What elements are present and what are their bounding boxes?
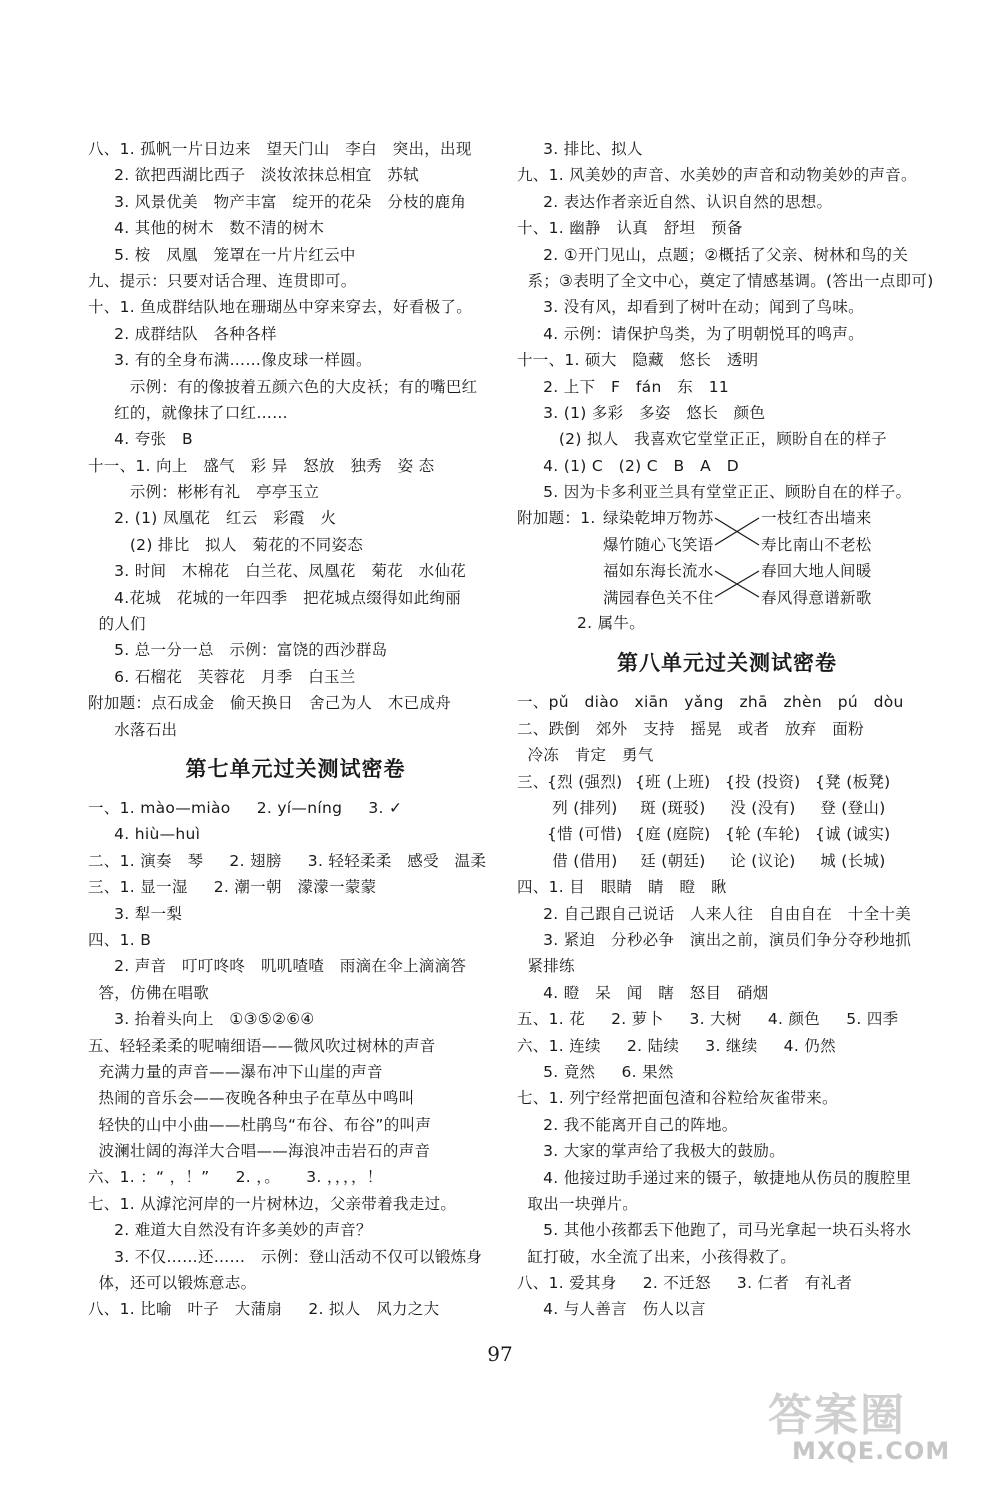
answer-line: 十一、1. 向上 盛气 彩 异 怒放 独秀 姿 态 xyxy=(88,456,435,475)
answer-line: 2. 我不能离开自己的阵地。 xyxy=(517,1115,738,1134)
brace-row xyxy=(517,848,937,874)
answer-line: 热闹的音乐会——夜晚各种虫子在草丛中鸣叫 xyxy=(88,1089,415,1108)
unit8-answers xyxy=(517,874,937,1323)
answer-line: 取出一块弹片。 xyxy=(517,1194,639,1213)
answer-line: 4. (1) C (2) C B A D xyxy=(517,456,739,475)
answer-line: 4. 示例：请保护鸟类，为了明朝悦耳的鸣声。 xyxy=(517,324,864,343)
answer-line: 3. 犁一梨 xyxy=(88,904,183,923)
answer-line: 轻快的山中小曲——杜鹃鸟“布谷、布谷”的叫声 xyxy=(88,1115,432,1134)
answer-line: 4. 其他的树木 数不清的树木 xyxy=(88,219,325,238)
bonus-left-item: 福如东海长流水 xyxy=(603,562,714,581)
brace-cell: 城 (长城) xyxy=(815,851,886,870)
answer-line: 五、1. 花 2. 萝卜 3. 大树 4. 颜色 5. 四季 xyxy=(517,1010,899,1029)
unit6-answers-tail xyxy=(88,136,503,743)
answer-line: 示例：彬彬有礼 亭亭玉立 xyxy=(88,483,320,502)
answer-line: 5. 桉 凤凰 笼罩在一片片红云中 xyxy=(88,245,356,264)
bonus-question-matching xyxy=(517,505,937,637)
answer-line: 四、1. B xyxy=(88,930,152,949)
answer-line: 冷冻 肯定 勇气 xyxy=(517,746,654,765)
brace-cell: 论 (议论) xyxy=(725,851,796,870)
answer-line: 3. 时间 木棉花 白兰花、凤凰花 菊花 水仙花 xyxy=(88,562,467,581)
answer-line: 5. 竟然 6. 果然 xyxy=(517,1062,674,1081)
answer-line: 八、1. 爱其身 2. 不迁怒 3. 仁者 有礼者 xyxy=(517,1274,853,1293)
watermark-logo xyxy=(768,1379,978,1469)
answer-line: 九、提示：只要对话合理、连贯即可。 xyxy=(88,271,357,290)
answer-line: 二、跌倒 郊外 支持 摇晃 或者 放弃 面粉 xyxy=(517,719,864,738)
answer-line: 四、1. 目 眼睛 睛 瞪 瞅 xyxy=(517,878,727,897)
brace-cell: {烈 (强烈) xyxy=(547,772,623,791)
answer-line: 3. 排比、拟人 xyxy=(517,140,643,158)
brace-cell: 列 (排列) xyxy=(547,799,618,818)
answer-line: 2. 声音 叮叮咚咚 叽叽喳喳 雨滴在伞上滴滴答 xyxy=(88,957,467,976)
answer-line: 水落石出 xyxy=(88,720,178,739)
answer-line: 2. 自己跟自己说话 人来人往 自由自在 十全十美 xyxy=(517,904,911,923)
unit7-answers-continued xyxy=(517,136,937,505)
brace-cell: {庭 (庭院) xyxy=(635,825,711,844)
answer-line: 的人们 xyxy=(88,615,146,634)
answer-line: 2. 表达作者亲近自然、认识自然的思想。 xyxy=(517,192,833,211)
answer-line: 6. 石榴花 芙蓉花 月季 白玉兰 xyxy=(88,667,356,686)
answer-line: 4. 瞪 呆 闻 瞎 怒目 硝烟 xyxy=(517,983,769,1002)
answer-line: 系；③表明了全文中心，奠定了情感基调。(答出一点即可) xyxy=(517,271,934,290)
answer-line: (2) 排比 拟人 菊花的不同姿态 xyxy=(88,535,364,554)
bonus-left-list xyxy=(603,505,714,611)
answer-line: 一、pǔ diào xiān yǎng zhā zhèn pú dòu xyxy=(517,693,904,712)
answer-line: 3. 不仅……还…… 示例：登山活动不仅可以锻炼身 xyxy=(88,1247,483,1266)
brace-cell: 登 (登山) xyxy=(815,799,886,818)
answer-line: 5. 其他小孩都丢下他跑了，司马光拿起一块石头将水 xyxy=(517,1221,912,1240)
left-column xyxy=(88,136,503,1323)
answer-line: 三、1. 显一湿 2. 潮一朝 濛濛一蒙蒙 xyxy=(88,878,377,897)
bonus-left-item: 绿染乾坤万物苏 xyxy=(603,509,714,528)
unit8-title: 第八单元过关测试密卷 xyxy=(617,651,837,676)
bonus-label: 附加题：1. xyxy=(517,509,596,528)
page-number: 97 xyxy=(487,1342,513,1366)
watermark-text: 答案圈 xyxy=(768,1390,906,1441)
brace-cell: {班 (上班) xyxy=(635,772,711,791)
answer-line: 2. 成群结队 各种各样 xyxy=(88,324,277,343)
brace-row xyxy=(517,769,937,795)
brace-cell: {投 (投资) xyxy=(725,772,801,791)
answer-line: 3. 抬着头向上 ①③⑤②⑥④ xyxy=(88,1010,315,1029)
answer-line: 一、1. mào—miào 2. yí—níng 3. ✓ xyxy=(88,798,403,817)
answer-line: 3. (1) 多彩 多姿 悠长 颜色 xyxy=(517,403,766,422)
brace-cell: {轮 (车轮) xyxy=(725,825,801,844)
answer-line: 4. 他接过助手递过来的镊子，敏捷地从伤员的腹腔里 xyxy=(517,1168,912,1187)
answer-line: 体，还可以锻炼意志。 xyxy=(88,1274,257,1293)
answer-line: 3. 大家的掌声给了我极大的鼓励。 xyxy=(517,1142,785,1161)
unit8-section3-brace-table xyxy=(517,769,937,875)
brace-cell: {诚 (诚实) xyxy=(815,825,891,844)
answer-line: 八、1. 比喻 叶子 大蒲扇 2. 拟人 风力之大 xyxy=(88,1300,440,1319)
answer-line: 答，仿佛在唱歌 xyxy=(88,983,210,1002)
bonus-right-list xyxy=(761,505,872,611)
answer-line: 3. 没有风，却看到了树叶在动；闻到了鸟味。 xyxy=(517,298,864,317)
answer-line: 七、1. 列宁经常把面包渣和谷粒给灰雀带来。 xyxy=(517,1089,838,1108)
answer-line: 3. 有的全身布满……像皮球一样圆。 xyxy=(88,351,372,370)
answer-line: 八、1. 孤帆一片日边来 望天门山 李白 突出，出现 xyxy=(88,140,472,158)
answer-line: 4. 与人善言 伤人以言 xyxy=(517,1300,706,1319)
brace-cell: {凳 (板凳) xyxy=(815,772,891,791)
answer-line: 波澜壮阔的海洋大合唱——海浪冲击岩石的声音 xyxy=(88,1142,431,1161)
answer-line: 紧排练 xyxy=(517,957,575,976)
bonus-left-item: 满园春色关不住 xyxy=(603,588,714,607)
answer-line: 5. 因为卡多利亚兰具有堂堂正正、顾盼自在的样子。 xyxy=(517,483,912,502)
answer-line: 4.花城 花城的一年四季 把花城点缀得如此绚丽 xyxy=(88,588,462,607)
brace-cell: 借 (借用) xyxy=(547,851,618,870)
answer-line: 十、1. 幽静 认真 舒坦 预备 xyxy=(517,219,743,238)
bonus-right-item: 寿比南山不老松 xyxy=(761,535,872,554)
answer-line: 红的，就像抹了口红…… xyxy=(88,403,288,422)
answer-line: 示例：有的像披着五颜六色的大皮袄；有的嘴巴红 xyxy=(88,377,478,396)
answer-line: 充满力量的声音——瀑布冲下山崖的声音 xyxy=(88,1062,383,1081)
matching-lines xyxy=(713,505,763,611)
brace-row xyxy=(517,821,937,847)
answer-line: 十、1. 鱼成群结队地在珊瑚丛中穿来穿去，好看极了。 xyxy=(88,298,473,317)
bonus-answer-2: 2. 属牛。 xyxy=(577,614,646,633)
bonus-right-item: 春风得意谱新歌 xyxy=(761,588,872,607)
answer-line: 七、1. 从滹沱河岸的一片树林边，父亲带着我走过。 xyxy=(88,1194,457,1213)
unit8-answers-start xyxy=(517,689,937,768)
brace-cell: {惜 (可惜) xyxy=(547,825,623,844)
bonus-left-item: 爆竹随心飞笑语 xyxy=(603,535,714,554)
brace-cell: 没 (没有) xyxy=(725,799,796,818)
answer-line: (2) 拟人 我喜欢它堂堂正正，顾盼自在的样子 xyxy=(517,430,887,449)
answer-line: 4. 夸张 B xyxy=(88,430,193,449)
watermark-url: MXQE.COM xyxy=(792,1437,951,1465)
brace-cell: 斑 (斑驳) xyxy=(635,799,706,818)
answer-line: 4. hiù—huì xyxy=(88,825,201,844)
answer-line: 六、1. 连续 2. 陆续 3. 继续 4. 仍然 xyxy=(517,1036,836,1055)
answer-line: 十一、1. 硕大 隐藏 悠长 透明 xyxy=(517,351,759,370)
answer-line: 2. 欲把西湖比西子 淡妆浓抹总相宜 苏轼 xyxy=(88,166,419,185)
brace-cell: 三、 xyxy=(517,772,549,791)
right-column xyxy=(517,136,937,1323)
answer-line: 缸打破，水全流了出来，小孩得救了。 xyxy=(517,1247,797,1266)
answer-line: 2. 上下 F fán 东 11 xyxy=(517,377,730,396)
bonus-right-item: 一枝红杏出墙来 xyxy=(761,509,872,528)
answer-line: 3. 紧迫 分秒必争 演出之前，演员们争分夺秒地抓 xyxy=(517,930,912,949)
answer-line: 3. 风景优美 物产丰富 绽开的花朵 分枝的鹿角 xyxy=(88,192,467,211)
unit7-title: 第七单元过关测试密卷 xyxy=(185,756,406,781)
answer-line: 5. 总一分一总 示例：富饶的西沙群岛 xyxy=(88,641,388,660)
unit7-answers xyxy=(88,795,503,1323)
answer-line: 六、1. ：“ ，！” 2. ，。 3. ，，，，！ xyxy=(88,1168,383,1187)
answer-line: 二、1. 演奏 琴 2. 翅膀 3. 轻轻柔柔 感受 温柔 xyxy=(88,851,487,870)
answer-line: 附加题：点石成金 偷天换日 舍己为人 木已成舟 xyxy=(88,694,452,713)
answer-line: 2. (1) 凤凰花 红云 彩霞 火 xyxy=(88,509,337,528)
answer-line: 九、1. 风美妙的声音、水美妙的声音和动物美妙的声音。 xyxy=(517,166,917,185)
brace-cell: 廷 (朝廷) xyxy=(635,851,706,870)
brace-row xyxy=(517,795,937,821)
answer-line: 2. ①开门见山，点题；②概括了父亲、树林和鸟的关 xyxy=(517,245,909,264)
answer-line: 五、轻轻柔柔的呢喃细语——微风吹过树林的声音 xyxy=(88,1036,436,1055)
answer-line: 2. 难道大自然没有许多美妙的声音？ xyxy=(88,1221,372,1240)
bonus-right-item: 春回大地人间暖 xyxy=(761,562,872,581)
